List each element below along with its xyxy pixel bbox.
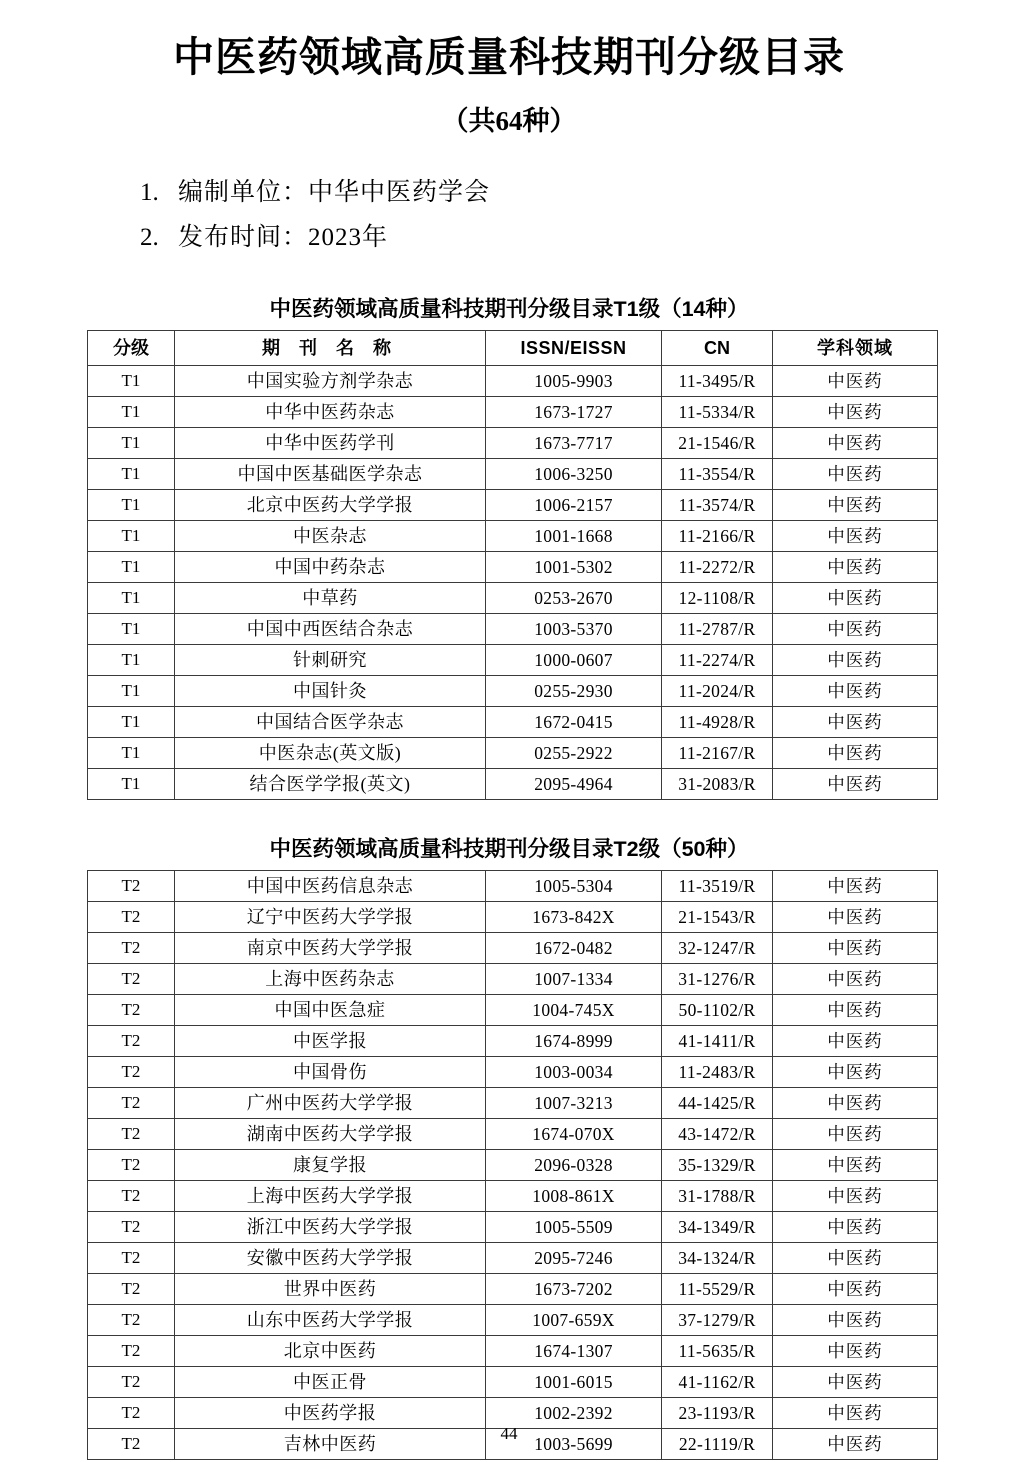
cell-field: 中医药: [773, 459, 938, 490]
cell-issn: 1001-5302: [486, 552, 662, 583]
table-row: [88, 583, 938, 614]
cell-rank: T2: [88, 1429, 175, 1460]
table-row: [88, 995, 938, 1026]
cell-cn: 21-1543/R: [662, 902, 773, 933]
cell-cn: 11-5529/R: [662, 1274, 773, 1305]
cell-cn: 11-3519/R: [662, 871, 773, 902]
cell-rank: T1: [88, 552, 175, 583]
cell-cn: 12-1108/R: [662, 583, 773, 614]
cell-cn: 11-3495/R: [662, 366, 773, 397]
cell-name: 中国中医急症: [175, 995, 486, 1026]
cell-issn: 1003-5370: [486, 614, 662, 645]
cell-rank: T2: [88, 1243, 175, 1274]
cell-cn: 37-1279/R: [662, 1305, 773, 1336]
cell-issn: 1672-0415: [486, 707, 662, 738]
metadata-item: [0, 225, 1018, 270]
cell-issn: 2095-7246: [486, 1243, 662, 1274]
cell-issn: 1001-6015: [486, 1367, 662, 1398]
cell-cn: 31-1788/R: [662, 1181, 773, 1212]
page-subtitle: （共64种）: [441, 106, 577, 137]
cell-issn: 1673-7717: [486, 428, 662, 459]
cell-rank: T2: [88, 995, 175, 1026]
cell-cn: 11-2167/R: [662, 738, 773, 769]
cell-field: 中医药: [773, 1057, 938, 1088]
cell-rank: T2: [88, 1119, 175, 1150]
page-title: 中医药领域高质量科技期刊分级目录: [173, 34, 845, 80]
cell-field: 中医药: [773, 428, 938, 459]
journal-table-wrapper: [0, 870, 1018, 1460]
cell-field: 中医药: [773, 645, 938, 676]
column-header-cn: CN: [662, 331, 773, 366]
cell-cn: 43-1472/R: [662, 1119, 773, 1150]
table-row: [88, 428, 938, 459]
cell-cn: 31-1276/R: [662, 964, 773, 995]
cell-field: 中医药: [773, 583, 938, 614]
table-row: [88, 1243, 938, 1274]
cell-field: 中医药: [773, 902, 938, 933]
page-number: 44: [500, 1424, 518, 1443]
sections-container: [0, 270, 1018, 1460]
cell-rank: T2: [88, 871, 175, 902]
table-row: [88, 614, 938, 645]
cell-name: 结合医学学报(英文): [175, 769, 486, 800]
cell-field: 中医药: [773, 871, 938, 902]
table-row: [88, 1026, 938, 1057]
cell-cn: 11-5334/R: [662, 397, 773, 428]
cell-field: 中医药: [773, 933, 938, 964]
table-row: [88, 366, 938, 397]
column-header-issn: ISSN/EISSN: [486, 331, 662, 366]
table-row: [88, 459, 938, 490]
table-row: [88, 645, 938, 676]
table-row: [88, 1336, 938, 1367]
cell-rank: T2: [88, 1057, 175, 1088]
journal-table-wrapper: [0, 330, 1018, 800]
cell-issn: 1674-8999: [486, 1026, 662, 1057]
cell-rank: T1: [88, 645, 175, 676]
cell-rank: T2: [88, 1088, 175, 1119]
cell-field: 中医药: [773, 1398, 938, 1429]
table-row: [88, 902, 938, 933]
cell-cn: 11-5635/R: [662, 1336, 773, 1367]
table-row: [88, 1181, 938, 1212]
table-row: [88, 552, 938, 583]
cell-cn: 34-1349/R: [662, 1212, 773, 1243]
cell-issn: 1674-1307: [486, 1336, 662, 1367]
cell-cn: 11-3554/R: [662, 459, 773, 490]
cell-name: 安徽中医药大学学报: [175, 1243, 486, 1274]
cell-issn: 1672-0482: [486, 933, 662, 964]
cell-name: 中医学报: [175, 1026, 486, 1057]
cell-field: 中医药: [773, 707, 938, 738]
cell-issn: 1002-2392: [486, 1398, 662, 1429]
cell-rank: T1: [88, 366, 175, 397]
cell-field: 中医药: [773, 366, 938, 397]
cell-field: 中医药: [773, 490, 938, 521]
cell-name: 中国针灸: [175, 676, 486, 707]
cell-name: 中国中西医结合杂志: [175, 614, 486, 645]
cell-rank: T2: [88, 1336, 175, 1367]
cell-cn: 23-1193/R: [662, 1398, 773, 1429]
column-header-field: 学科领域: [773, 331, 938, 366]
cell-issn: 1673-1727: [486, 397, 662, 428]
cell-cn: 11-2166/R: [662, 521, 773, 552]
cell-cn: 31-2083/R: [662, 769, 773, 800]
metadata-item-text: 编制单位：中华中医药学会: [178, 179, 491, 207]
cell-rank: T2: [88, 1150, 175, 1181]
cell-cn: 22-1119/R: [662, 1429, 773, 1460]
journal-table: [87, 330, 938, 800]
cell-rank: T2: [88, 1181, 175, 1212]
cell-issn: 1005-5509: [486, 1212, 662, 1243]
table-row: [88, 933, 938, 964]
cell-name: 辽宁中医药大学学报: [175, 902, 486, 933]
cell-field: 中医药: [773, 552, 938, 583]
cell-name: 中医药学报: [175, 1398, 486, 1429]
cell-name: 中国中药杂志: [175, 552, 486, 583]
cell-issn: 0253-2670: [486, 583, 662, 614]
cell-cn: 44-1425/R: [662, 1088, 773, 1119]
cell-rank: T1: [88, 583, 175, 614]
cell-name: 中草药: [175, 583, 486, 614]
column-header-name: 期 刊 名 称: [175, 331, 486, 366]
cell-rank: T1: [88, 676, 175, 707]
cell-issn: 1008-861X: [486, 1181, 662, 1212]
cell-issn: 1006-2157: [486, 490, 662, 521]
table-row: [88, 1367, 938, 1398]
cell-field: 中医药: [773, 1181, 938, 1212]
cell-field: 中医药: [773, 1305, 938, 1336]
cell-field: 中医药: [773, 1088, 938, 1119]
section-caption: 中医药领域高质量科技期刊分级目录T1级（14种）: [269, 297, 749, 322]
cell-issn: 1007-659X: [486, 1305, 662, 1336]
cell-issn: 1005-9903: [486, 366, 662, 397]
table-row: [88, 1305, 938, 1336]
table-row: [88, 707, 938, 738]
cell-field: 中医药: [773, 1243, 938, 1274]
cell-name: 中医杂志(英文版): [175, 738, 486, 769]
cell-issn: 2096-0328: [486, 1150, 662, 1181]
table-row: [88, 769, 938, 800]
cell-issn: 0255-2922: [486, 738, 662, 769]
table-row: [88, 1274, 938, 1305]
cell-issn: 1006-3250: [486, 459, 662, 490]
cell-rank: T2: [88, 964, 175, 995]
cell-rank: T1: [88, 490, 175, 521]
metadata-item-text: 发布时间：2023年: [178, 224, 389, 252]
cell-name: 北京中医药: [175, 1336, 486, 1367]
cell-name: 中华中医药学刊: [175, 428, 486, 459]
cell-issn: 1001-1668: [486, 521, 662, 552]
cell-name: 中国骨伤: [175, 1057, 486, 1088]
journal-table: [87, 870, 938, 1460]
cell-field: 中医药: [773, 397, 938, 428]
cell-name: 山东中医药大学学报: [175, 1305, 486, 1336]
cell-cn: 11-2274/R: [662, 645, 773, 676]
table-row: [88, 1119, 938, 1150]
table-row: [88, 1088, 938, 1119]
cell-cn: 41-1162/R: [662, 1367, 773, 1398]
cell-rank: T2: [88, 1212, 175, 1243]
table-row: [88, 1150, 938, 1181]
cell-name: 南京中医药大学学报: [175, 933, 486, 964]
metadata-item-number: 1.: [140, 179, 159, 207]
cell-field: 中医药: [773, 995, 938, 1026]
cell-name: 上海中医药大学学报: [175, 1181, 486, 1212]
metadata-list: [0, 138, 1018, 270]
table-row: [88, 1057, 938, 1088]
cell-cn: 35-1329/R: [662, 1150, 773, 1181]
cell-cn: 11-4928/R: [662, 707, 773, 738]
cell-name: 中国中医基础医学杂志: [175, 459, 486, 490]
cell-issn: 1004-745X: [486, 995, 662, 1026]
cell-name: 广州中医药大学学报: [175, 1088, 486, 1119]
cell-name: 中华中医药杂志: [175, 397, 486, 428]
cell-field: 中医药: [773, 964, 938, 995]
cell-field: 中医药: [773, 1274, 938, 1305]
cell-rank: T1: [88, 738, 175, 769]
cell-issn: 1673-7202: [486, 1274, 662, 1305]
cell-cn: 11-3574/R: [662, 490, 773, 521]
metadata-item: [0, 180, 1018, 225]
cell-name: 康复学报: [175, 1150, 486, 1181]
cell-rank: T2: [88, 1274, 175, 1305]
cell-rank: T1: [88, 707, 175, 738]
table-row: [88, 1212, 938, 1243]
cell-field: 中医药: [773, 1119, 938, 1150]
cell-name: 针刺研究: [175, 645, 486, 676]
table-row: [88, 676, 938, 707]
table-header-row: [88, 331, 938, 366]
cell-field: 中医药: [773, 614, 938, 645]
cell-field: 中医药: [773, 1429, 938, 1460]
cell-issn: 2095-4964: [486, 769, 662, 800]
cell-field: 中医药: [773, 738, 938, 769]
cell-rank: T1: [88, 459, 175, 490]
cell-issn: 1003-0034: [486, 1057, 662, 1088]
cell-field: 中医药: [773, 769, 938, 800]
section-caption: 中医药领域高质量科技期刊分级目录T2级（50种）: [269, 837, 749, 862]
cell-name: 浙江中医药大学学报: [175, 1212, 486, 1243]
cell-name: 中医杂志: [175, 521, 486, 552]
cell-name: 世界中医药: [175, 1274, 486, 1305]
cell-name: 吉林中医药: [175, 1429, 486, 1460]
cell-issn: 1005-5304: [486, 871, 662, 902]
cell-cn: 11-2483/R: [662, 1057, 773, 1088]
table-row: [88, 871, 938, 902]
cell-field: 中医药: [773, 1150, 938, 1181]
cell-issn: 1007-1334: [486, 964, 662, 995]
cell-issn: 1007-3213: [486, 1088, 662, 1119]
table-row: [88, 397, 938, 428]
cell-name: 中国中医药信息杂志: [175, 871, 486, 902]
cell-cn: 34-1324/R: [662, 1243, 773, 1274]
cell-rank: T1: [88, 428, 175, 459]
cell-rank: T1: [88, 614, 175, 645]
table-row: [88, 738, 938, 769]
table-row: [88, 521, 938, 552]
table-row: [88, 490, 938, 521]
cell-field: 中医药: [773, 1336, 938, 1367]
cell-cn: 41-1411/R: [662, 1026, 773, 1057]
cell-rank: T2: [88, 933, 175, 964]
cell-rank: T2: [88, 1026, 175, 1057]
cell-issn: 1673-842X: [486, 902, 662, 933]
column-header-rank: 分级: [88, 331, 175, 366]
cell-cn: 50-1102/R: [662, 995, 773, 1026]
cell-name: 北京中医药大学学报: [175, 490, 486, 521]
cell-rank: T1: [88, 521, 175, 552]
cell-rank: T1: [88, 769, 175, 800]
cell-name: 湖南中医药大学学报: [175, 1119, 486, 1150]
cell-rank: T1: [88, 397, 175, 428]
cell-name: 中国实验方剂学杂志: [175, 366, 486, 397]
cell-field: 中医药: [773, 521, 938, 552]
cell-field: 中医药: [773, 1026, 938, 1057]
cell-cn: 11-2272/R: [662, 552, 773, 583]
cell-issn: 0255-2930: [486, 676, 662, 707]
cell-name: 中国结合医学杂志: [175, 707, 486, 738]
cell-field: 中医药: [773, 1212, 938, 1243]
cell-cn: 11-2024/R: [662, 676, 773, 707]
cell-cn: 21-1546/R: [662, 428, 773, 459]
cell-name: 中医正骨: [175, 1367, 486, 1398]
metadata-item-number: 2.: [140, 224, 159, 252]
cell-rank: T2: [88, 1398, 175, 1429]
cell-cn: 11-2787/R: [662, 614, 773, 645]
cell-name: 上海中医药杂志: [175, 964, 486, 995]
cell-rank: T2: [88, 1367, 175, 1398]
cell-field: 中医药: [773, 676, 938, 707]
cell-rank: T2: [88, 1305, 175, 1336]
cell-rank: T2: [88, 902, 175, 933]
cell-field: 中医药: [773, 1367, 938, 1398]
table-row: [88, 964, 938, 995]
cell-issn: 1674-070X: [486, 1119, 662, 1150]
cell-issn: 1003-5699: [486, 1429, 662, 1460]
cell-cn: 32-1247/R: [662, 933, 773, 964]
cell-issn: 1000-0607: [486, 645, 662, 676]
